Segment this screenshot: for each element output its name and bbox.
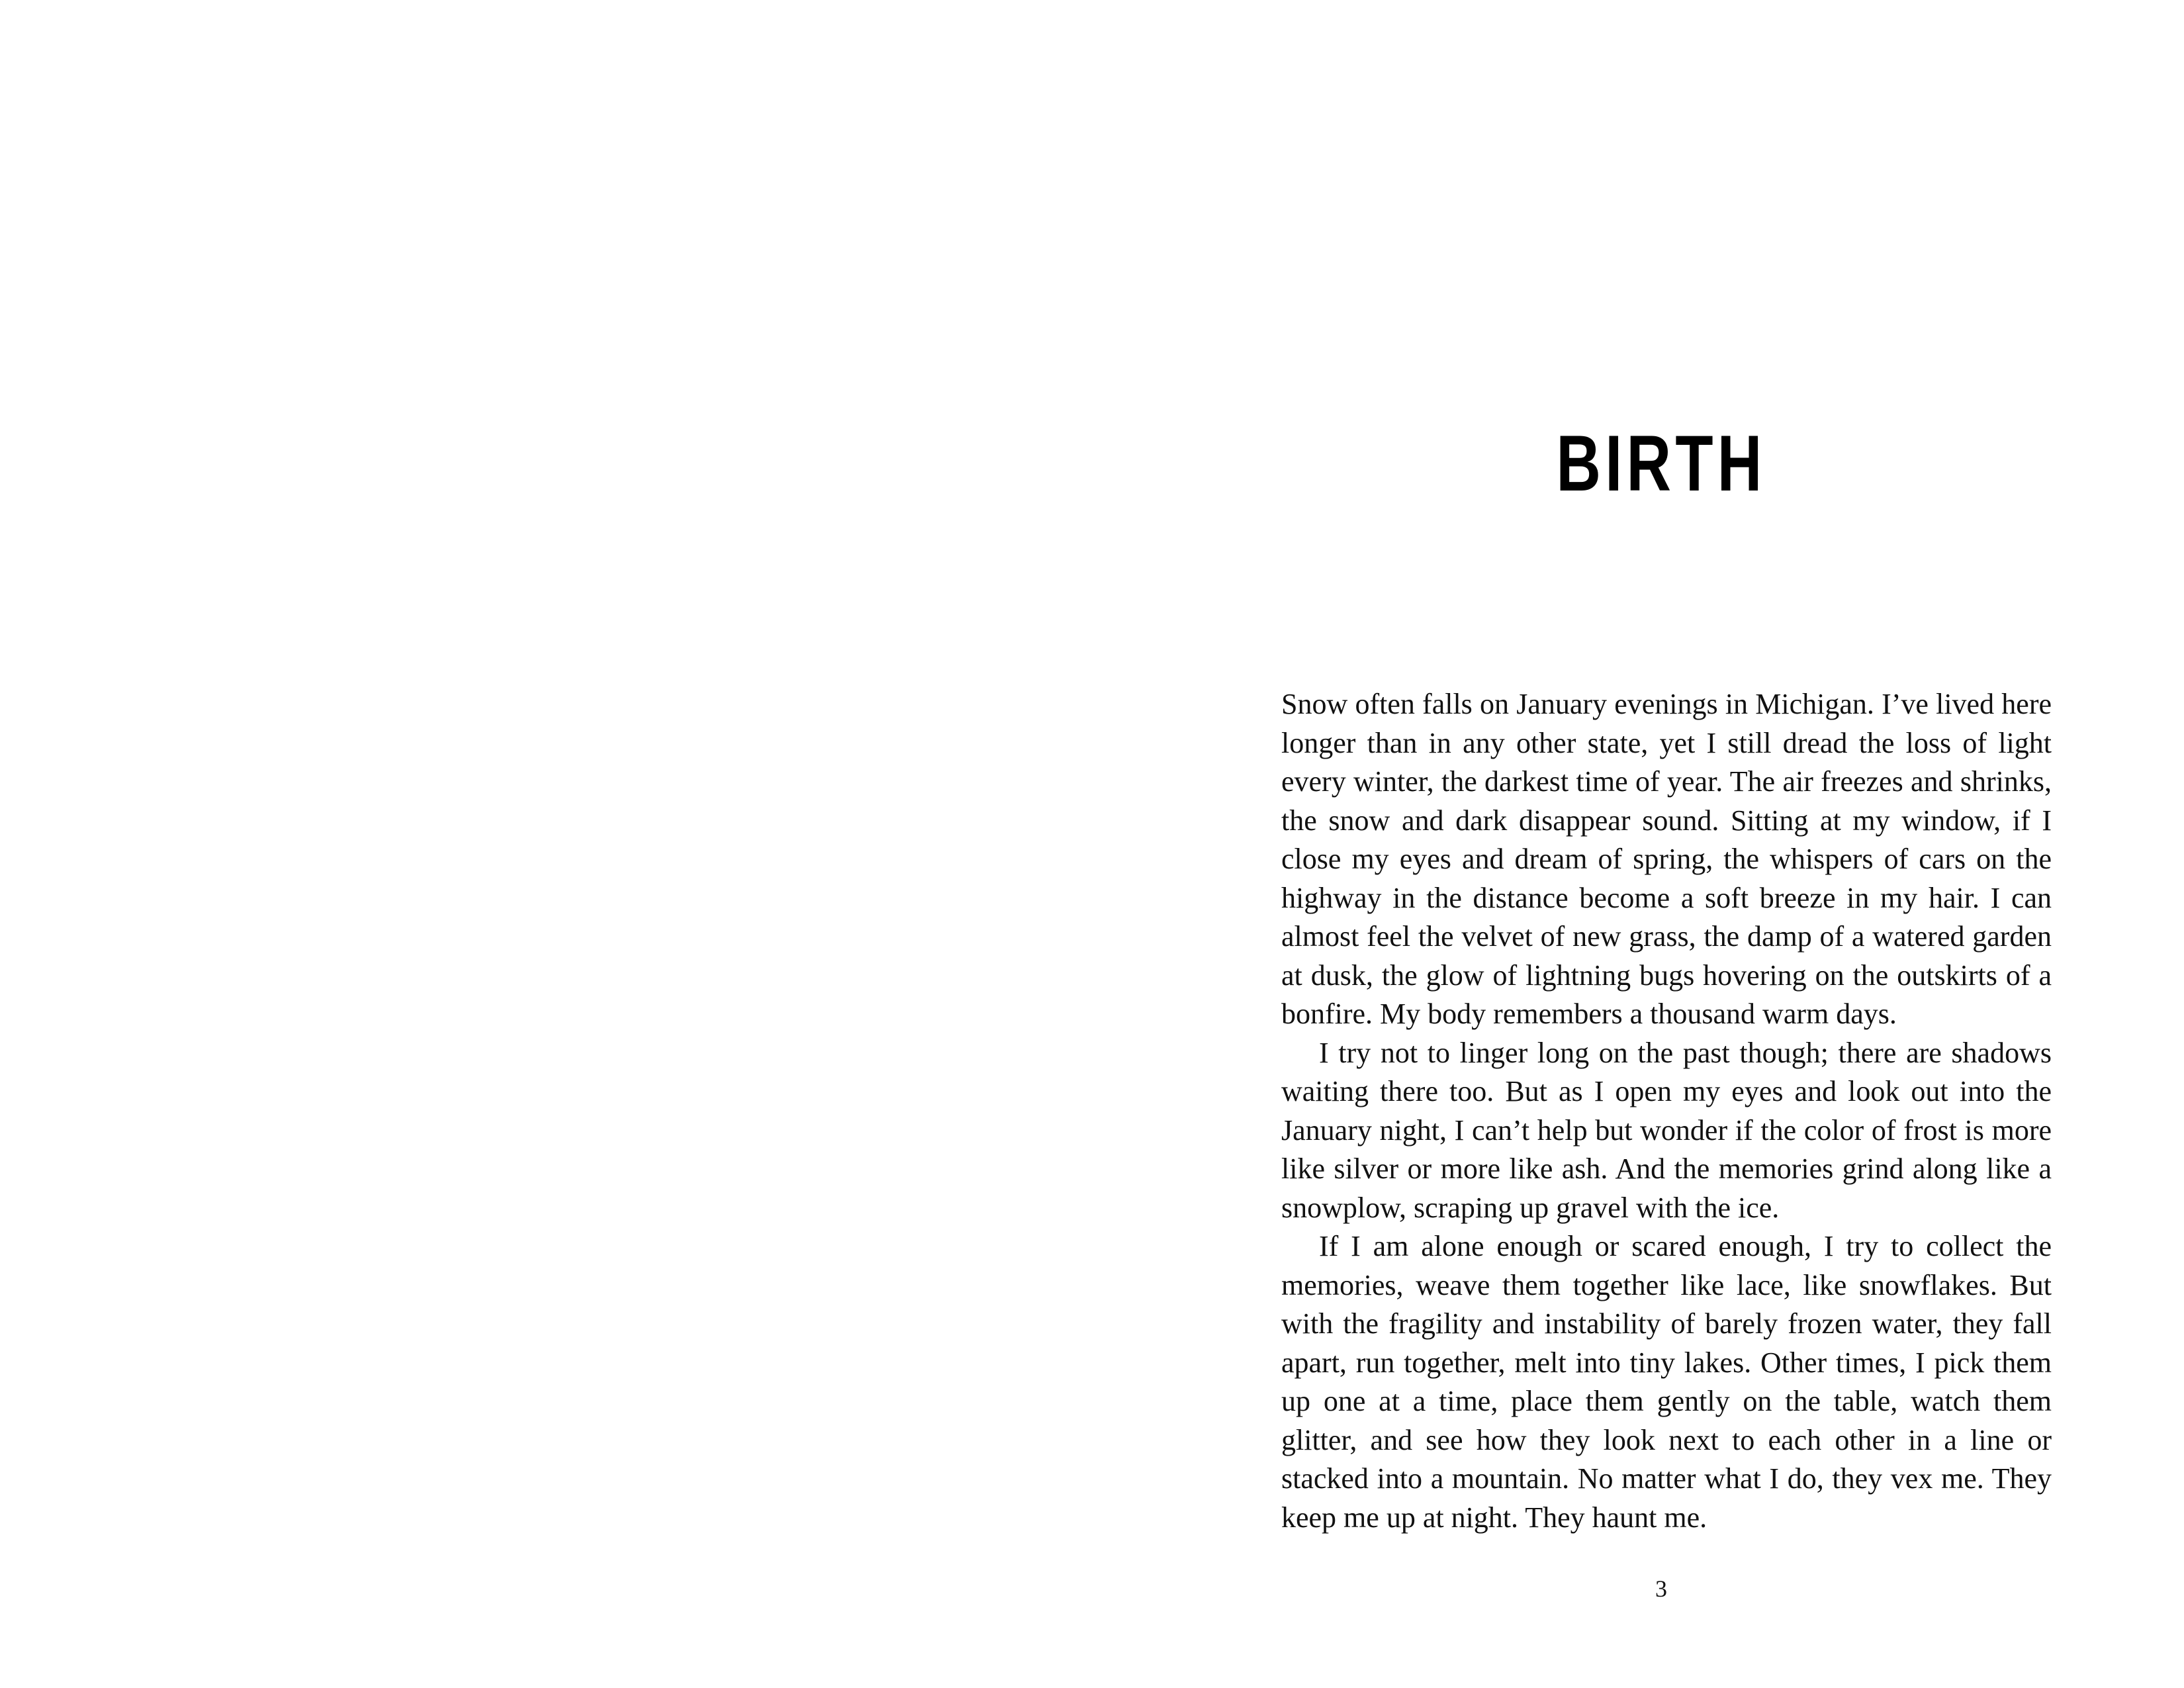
chapter-title: BIRTH: [1556, 419, 1766, 508]
chapter-body: [1281, 685, 2052, 1537]
paragraph-3: If I am alone enough or scared enough, I try to collect the memories, weave them together like lace, like snowflakes. But with the fragility and instability of barely frozen water, they fall apart, run together, melt into tiny lakes. Other times, I pick them up one at a time, place them gently on the table, watch them glitter, and see how they look next to each other in a line or stacked into a mountain. No matter what I do, they vex me. They keep me up at night. They haunt me.: [1281, 1230, 2052, 1534]
paragraph-1: Snow often falls on January evenings in Michigan. I’ve lived here longer than in any other state, yet I still dread the loss of light every winter, the darkest time of year. The air freezes and shrinks, the snow and dark disappear sound. Sitting at my window, if I close my eyes and dream of spring, the whispers of cars on the highway in the distance become a soft breeze in my hair. I can almost feel the velvet of new grass, the damp of a watered garden at dusk, the glow of lightning bugs hovering on the outskirts of a bonfire. My body remembers a thousand warm days.: [1281, 688, 2052, 1030]
page-number: 3: [1655, 1575, 1667, 1602]
paragraph-2: I try not to linger long on the past though; there are shadows waiting there too. But as I open my eyes and look out into the January night, I can’t help but wonder if the color of frost is more like silver or more like ash. And the memories grind along like a snowplow, scraping up gravel with the ice.: [1281, 1036, 2052, 1224]
